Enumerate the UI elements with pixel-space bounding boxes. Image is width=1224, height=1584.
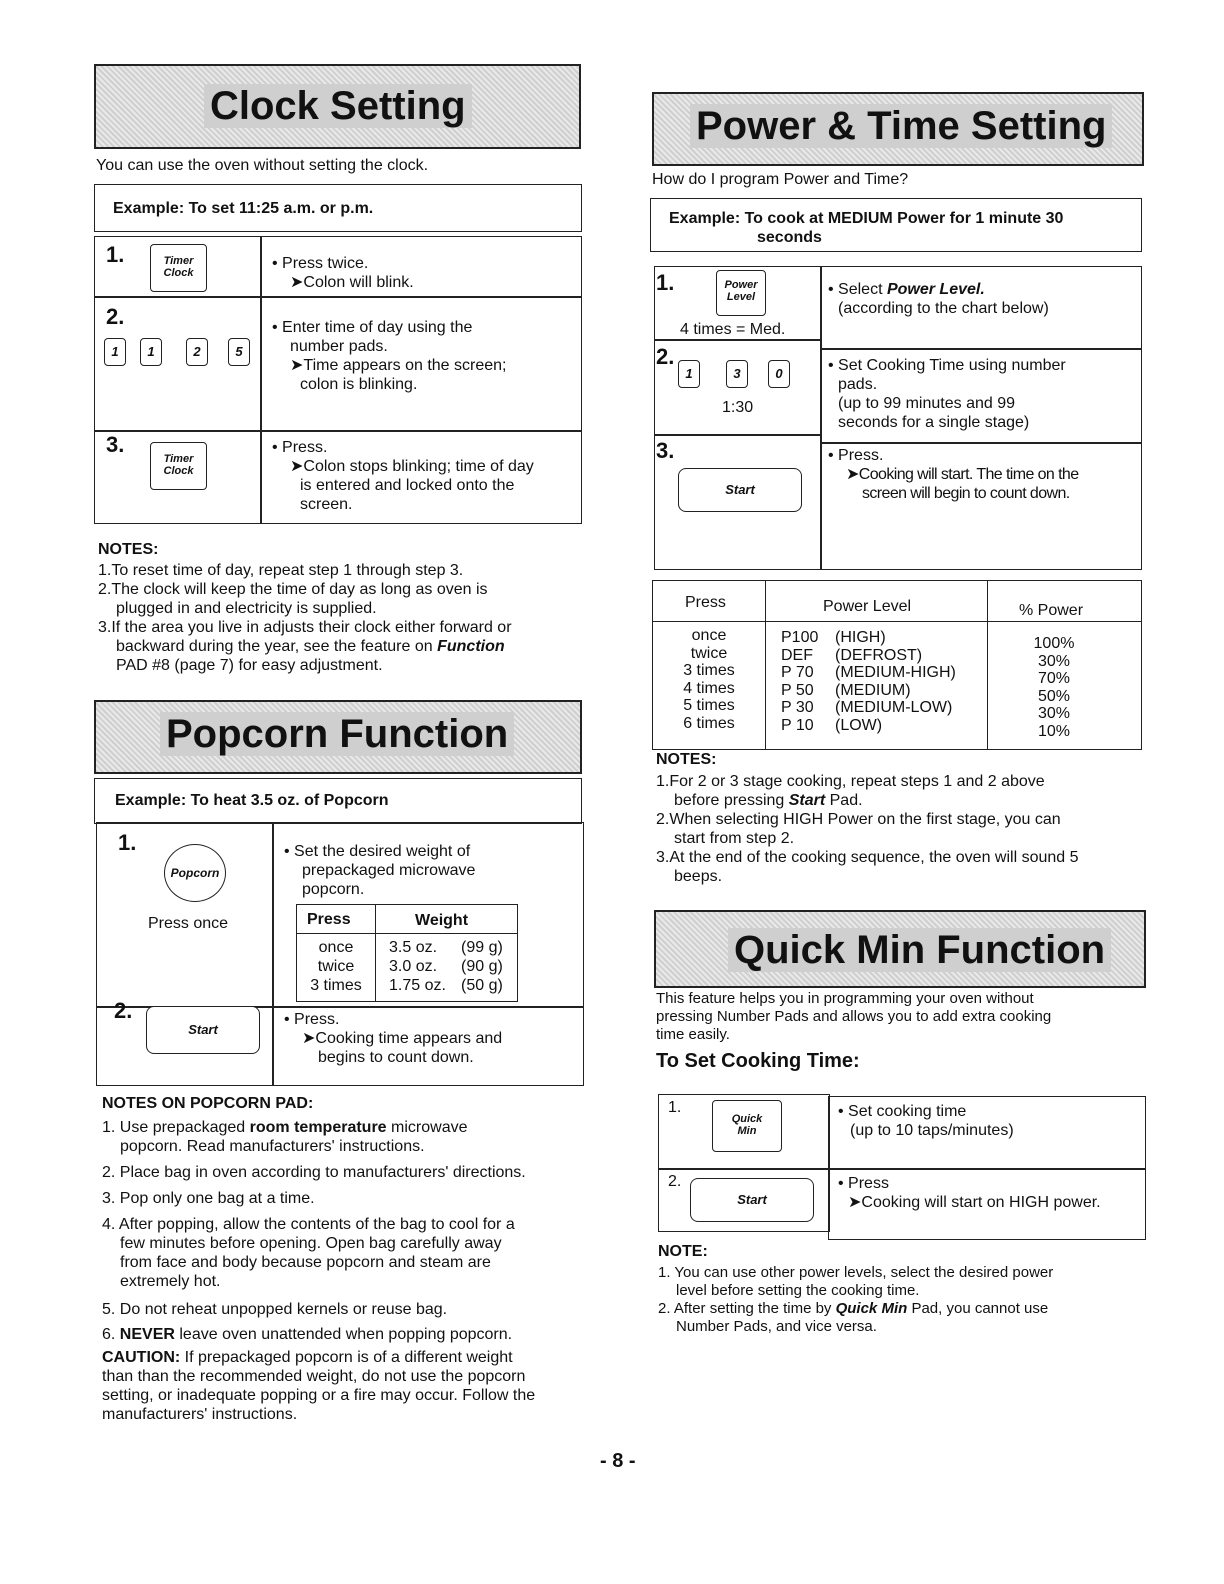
clock-step1-text: • Press twice. ➤Colon will blink.	[272, 255, 414, 291]
power-notes: 1.For 2 or 3 stage cooking, repeat steps 1 and 2 above before pressing Start Pad. 2.When selecting HIGH Power on the first stage, you can start from step 2. 3.At the end of the cooking sequence, the oven will sound 5 beeps.	[656, 773, 1079, 885]
power-table-percent-col: 100% 30% 70% 50% 30% 10%	[1033, 635, 1075, 740]
quick-notes: 1. You can use other power levels, select the desired power level before setting the cooking time. 2. After setting the time by Quick Min Pad, you cannot use Number Pads, and vice versa.	[658, 1264, 1054, 1335]
popcorn-example-box	[94, 778, 582, 824]
start-button[interactable]: Start	[690, 1178, 814, 1222]
power-table-header-level: Power Level	[823, 598, 912, 615]
power-table-press-col: once twice 3 times 4 times 5 times 6 times	[683, 627, 735, 732]
quick-step1-text: • Set cooking time (up to 10 taps/minutes)	[838, 1103, 1014, 1139]
start-button[interactable]: Start	[146, 1006, 260, 1054]
power-table-code-col: P100 DEF P 70 P 50 P 30 P 10	[781, 629, 819, 734]
quick-min-banner	[654, 910, 1146, 988]
clock-step3-number: 3.	[106, 432, 125, 457]
power-table-header-percent: % Power	[1019, 602, 1084, 619]
number-pad-3[interactable]: 3	[726, 360, 748, 388]
page-number: - 8 -	[600, 1450, 636, 1472]
quick-step2-number: 2.	[668, 1173, 682, 1190]
clock-step2-number: 2.	[106, 304, 125, 329]
power-table-level-col: (HIGH) (DEFROST) (MEDIUM-HIGH) (MEDIUM) (MEDIUM-LOW) (LOW)	[835, 629, 956, 734]
popcorn-table-weight-col: 3.5 oz. 3.0 oz. 1.75 oz.	[389, 939, 446, 994]
popcorn-press-once: Press once	[148, 915, 229, 932]
number-pad-5[interactable]: 5	[228, 338, 250, 366]
clock-setting-title: Clock Setting	[204, 84, 472, 129]
popcorn-notes-title: NOTES ON POPCORN PAD:	[102, 1095, 314, 1112]
number-pad-1[interactable]: 1	[678, 360, 700, 388]
quick-min-pad[interactable]: Quick Min	[712, 1100, 782, 1152]
power-step1-sub: 4 times = Med.	[680, 321, 786, 338]
popcorn-table-header-weight: Weight	[415, 912, 469, 929]
popcorn-notes: 1. Use prepackaged room temperature microwave popcorn. Read manufacturers' instructions. 2. Place bag in oven according to manufacturers' directions. 3. Pop only one bag at a time. 4. After popping, allow the contents of the bag to cool for a few minutes before opening. Open bag carefully away from face and body because popcorn and steam are extremely hot. 5. Do not reheat unpopped kernels or reuse bag. 6. NEVER leave oven unattended when popping popcorn. CAUTION: If prepackaged popcorn is of a different weight than than the recommended weight, do not use the popcorn setting, or inadequate popping or a fire may occur. Follow the manufacturers' instructions.	[102, 1119, 536, 1423]
clock-notes-title: NOTES:	[98, 541, 159, 558]
number-pad-0[interactable]: 0	[768, 360, 790, 388]
power-step2-text: • Set Cooking Time using number pads. (up to 99 minutes and 99 seconds for a single stage)	[828, 357, 1066, 431]
power-step1-number: 1.	[656, 270, 675, 295]
clock-step1-number: 1.	[106, 242, 125, 267]
power-example-box	[650, 198, 1142, 252]
clock-setting-banner	[94, 64, 581, 149]
clock-example: Example: To set 11:25 a.m. or p.m.	[113, 200, 374, 217]
power-level-pad[interactable]: Power Level	[716, 270, 766, 316]
popcorn-step2-text: • Press. ➤Cooking time appears and begins to count down.	[284, 1011, 503, 1066]
quick-subhead: To Set Cooking Time:	[656, 1050, 860, 1072]
clock-step2-text: • Enter time of day using the number pads. ➤Time appears on the screen; colon is blinking.	[272, 319, 507, 393]
clock-step3-text: • Press. ➤Colon stops blinking; time of day is entered and locked onto the screen.	[272, 439, 534, 513]
quick-step1-number: 1.	[668, 1099, 682, 1116]
popcorn-step1-text: • Set the desired weight of prepackaged microwave popcorn.	[284, 843, 476, 898]
popcorn-function-title: Popcorn Function	[160, 712, 514, 757]
power-step3-text: • Press. ➤Cooking will start. The time on the screen will begin to count down.	[828, 447, 1079, 502]
start-button[interactable]: Start	[678, 468, 802, 512]
power-step2-sub: 1:30	[722, 399, 754, 416]
popcorn-function-banner	[94, 700, 582, 774]
timer-clock-pad[interactable]: Timer Clock	[150, 442, 207, 490]
popcorn-step1-number: 1.	[118, 830, 137, 855]
number-pad-2[interactable]: 2	[186, 338, 208, 366]
quick-min-title: Quick Min Function	[728, 928, 1111, 973]
power-example: Example: To cook at MEDIUM Power for 1 minute 30 seconds	[669, 210, 1064, 246]
popcorn-table-header-press: Press	[307, 911, 351, 928]
power-step2-number: 2.	[656, 344, 675, 369]
power-step2-left	[654, 340, 822, 436]
popcorn-table-press-col: once twice 3 times	[310, 939, 362, 994]
popcorn-table-grams-col: (99 g) (90 g) (50 g)	[461, 939, 503, 994]
number-pad-1[interactable]: 1	[140, 338, 162, 366]
quick-note-title: NOTE:	[658, 1243, 708, 1260]
power-time-banner	[652, 92, 1144, 166]
power-step1-text: • Select Power Level. (according to the chart below)	[828, 281, 1049, 317]
popcorn-pad[interactable]: Popcorn	[164, 844, 226, 902]
power-time-title: Power & Time Setting	[690, 104, 1112, 149]
popcorn-step2-number: 2.	[114, 998, 133, 1023]
popcorn-weight-table	[296, 904, 518, 1002]
number-pad-1[interactable]: 1	[104, 338, 126, 366]
power-step3-number: 3.	[656, 438, 675, 463]
power-intro: How do I program Power and Time?	[652, 171, 909, 188]
power-table-header-press: Press	[685, 594, 726, 611]
clock-intro: You can use the oven without setting the clock.	[96, 157, 429, 174]
timer-clock-pad[interactable]: Timer Clock	[150, 244, 207, 292]
power-notes-title: NOTES:	[656, 751, 717, 768]
popcorn-example: Example: To heat 3.5 oz. of Popcorn	[115, 792, 389, 809]
clock-example-box	[94, 184, 582, 232]
quick-step2-text: • Press ➤Cooking will start on HIGH power.	[838, 1175, 1101, 1211]
clock-notes: 1.To reset time of day, repeat step 1 through step 3. 2.The clock will keep the time of day as long as oven is plugged in and electricity is supplied. 3.If the area you live in adjusts their clock either forward or backward during the year, see the feature on Function PAD #8 (page 7) for easy adjustment.	[98, 562, 512, 674]
quick-intro: This feature helps you in programming your oven without pressing Number Pads and allows you to add extra cooking time easily.	[656, 990, 1052, 1043]
power-level-table	[652, 580, 1142, 750]
